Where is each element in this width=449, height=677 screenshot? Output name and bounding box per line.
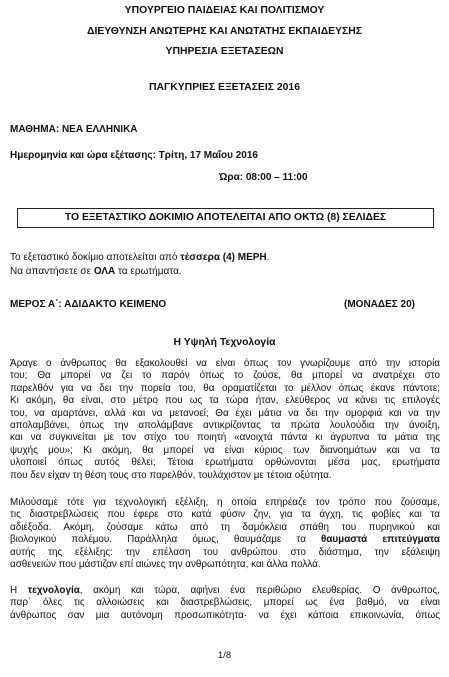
emphasis-achievements: θαυμαστά επιτεύγματα [321, 534, 440, 546]
subject-line: ΜΑΘΗΜΑ: ΝΕΑ ΕΛΛΗΝΙΚΑ [10, 124, 138, 135]
paragraph-3-start: Η [10, 585, 28, 596]
instruction-1-end: . [266, 252, 270, 263]
page-number: 1/8 [217, 650, 232, 661]
paragraph-1-line: και να συγκινείται με τον στίχο του ποιητή «ανοιχτά πάντα κι άγρυπνα τα μάτια της [10, 432, 440, 444]
paragraph-3 [10, 585, 440, 622]
exam-time-line: Ώρα: 08:00 – 11:00 [219, 172, 308, 183]
instruction-1-text: Το εξεταστικό δοκίμιο αποτελείται από [10, 252, 181, 263]
instruction-2-text: Να απαντήσετε σε [10, 266, 94, 277]
paragraph-2-line: τις διαστρεβλώσεις που έφερε στο κατά φύσιν ζην, για τα άγχη, τις φοβίες και τα [10, 509, 440, 521]
paragraph-2-line-text: βιολογικού πολέμου. Παράλληλα όμως, θαυμάζαμε τα [10, 534, 322, 546]
paragraph-2-line: ασθενειών που μάστιζαν επί αιώνες την ανθρωπότητα, και άλλα πολλά. [10, 559, 321, 571]
paragraph-1-line: του; Θα μπορεί να ζει το παρόν όπως το ζούσε, θα μπορεί να ανατρέχει στο [10, 370, 440, 382]
emphasis-technology: τεχνολογία [27, 585, 80, 596]
paragraph-1-line: Άραγε ο άνθρωπος θα εξακολουθεί να είναι όπως τον γνωρίζουμε από την ιστορία [10, 358, 440, 369]
paragraph-1 [10, 358, 440, 482]
instruction-2-bold: ΟΛΑ [93, 266, 116, 277]
ministry-heading: ΥΠΟΥΡΓΕΙΟ ΠΑΙΔΕΙΑΣ ΚΑΙ ΠΟΛΙΤΙΣΜΟΥ [124, 5, 325, 16]
text-title: Η Υψηλή Τεχνολογία [173, 337, 276, 348]
instruction-line-1 [10, 252, 269, 263]
service-heading: ΥΠΗΡΕΣΙΑ ΕΞΕΤΑΣΕΩΝ [165, 46, 284, 57]
paragraph-1-line: που δεν είχαν τη θέση τους στο παρελθόν, τουλάχιστον με τέτοια οξύτητα. [10, 469, 332, 481]
paragraph-1-line: ψυχής μου»; Κι ακόμη, θα μπορεί να είναι κύριος των διανοημάτων και να τα [10, 444, 440, 456]
paragraph-1-line: Κι ακόμη, θα είναι, στο μέτρο που ως τα τώρα ήταν, ελεύθερος να κάνει τις επιλογές [10, 395, 440, 407]
paragraph-2-line: Μιλούσαμε τότε για τεχνολογική εξέλιξη, η οποία επηρέαζε τον τρόπο που ζούσαμε, [10, 497, 440, 508]
paragraph-2-line [10, 534, 440, 546]
paragraph-3-line [10, 585, 440, 597]
exam-date-line: Ημερομηνία και ώρα εξέτασης: Τρίτη, 17 Μαΐου 2016 [10, 150, 258, 161]
paragraph-3-line: παρ΄ όλες τις αλλοιώσεις και διαστρεβλώσεις, μπορεί ως ένα βαθμό, να είναι [10, 597, 440, 609]
paragraph-1-line: υλοποιεί όπως αυτός θέλει; Τέτοια ερωτήματα ορθώνονται μέσα μας, ερωτήματα [10, 457, 440, 469]
paragraph-2-line: αδιέξοδα. Ακόμη, ζούσαμε κάτω από τη δαμόκλεια σπάθη του πυρηνικού και [10, 521, 440, 533]
paragraph-3-rest: , ακόμη και τώρα, αφήνει ένα περιθώριο ελευθερίας. Ο άνθρωπος, [79, 585, 440, 596]
part-a-label: ΜΕΡΟΣ Α΄: ΑΔΙΔΑΚΤΟ ΚΕΙΜΕΝΟ [10, 299, 167, 310]
instruction-line-2 [10, 266, 182, 277]
part-a-marks: (ΜΟΝΑΔΕΣ 20) [344, 299, 415, 310]
paragraph-1-line: του, να αμαρτάνει, αλλά και να μετανοεί; Θα έχει μάτια να δει την ομορφιά και να την [10, 407, 440, 419]
exams-heading: ΠΑΓΚΥΠΡΙΕΣ ΕΞΕΤΑΣΕΙΣ 2016 [149, 82, 300, 93]
paragraph-2-line: αυτής της εξέλιξης: την επέλαση του ανθρώπου στο διάστημα, την εξάλειψη [10, 546, 440, 558]
paragraph-2 [10, 497, 440, 571]
page-count-notice-box: ΤΟ ΕΞΕΤΑΣΤΙΚΟ ΔΟΚΙΜΙΟ ΑΠΟΤΕΛΕΙΤΑΙ ΑΠΟ ΟΚΤΩ (8) ΣΕΛΙΔΕΣ [17, 208, 434, 228]
instruction-1-bold: τέσσερα (4) ΜΕΡΗ [180, 252, 267, 263]
paragraph-1-line: απολαμβάνει, όπως την απολάμβανε αντικρίζοντας τα πρώτα λουλούδια την άνοιξη, [10, 420, 440, 432]
paragraph-3-line: άνθρωπος σαν μια αυτόνομη προσωπικότητα· να έχει κάποια επικοινωνία, όπως [10, 609, 440, 621]
instruction-2-end: τα ερωτήματα. [115, 266, 182, 277]
directorate-heading: ΔΙΕΥΘΥΝΣΗ ΑΝΩΤΕΡΗΣ ΚΑΙ ΑΝΩΤΑΤΗΣ ΕΚΠΑΙΔΕΥΣΗΣ [86, 26, 362, 37]
paragraph-1-line: παρελθόν για να δει την πορεία του, θα οραματίζεται το μέλλον όπως έκανε πάντοτε; [10, 382, 440, 394]
